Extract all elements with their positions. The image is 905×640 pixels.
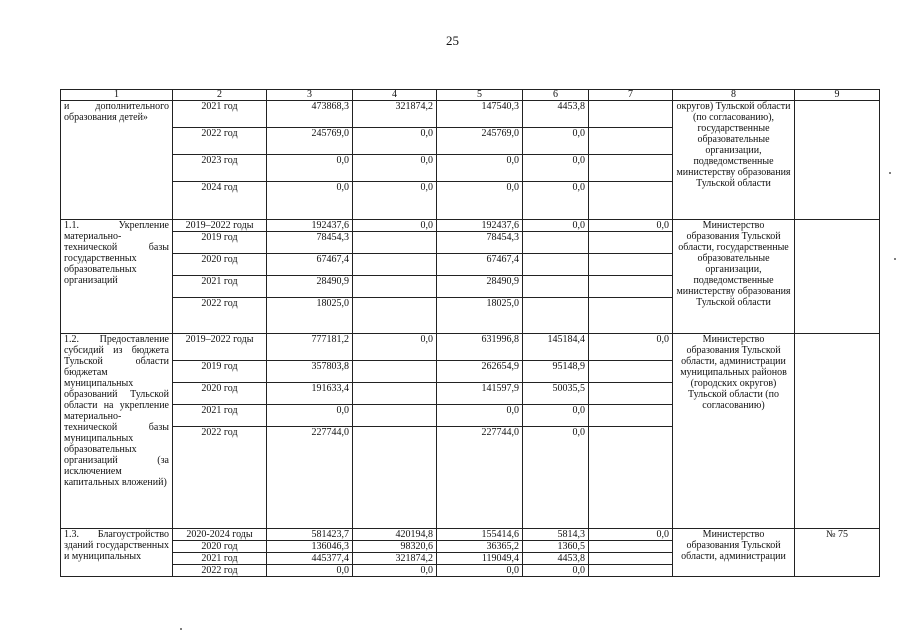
federal-budget-cell: 0,0 — [353, 565, 437, 577]
regional-budget-cell: 0,0 — [437, 155, 523, 182]
regional-budget-cell: 631996,8 — [437, 334, 523, 361]
federal-budget-cell — [353, 427, 437, 529]
municipal-budget-cell: 0,0 — [523, 427, 589, 529]
other-sources-cell — [589, 405, 673, 427]
municipal-budget-cell: 50035,5 — [523, 383, 589, 405]
regional-budget-cell: 0,0 — [437, 182, 523, 220]
regional-budget-cell: 147540,3 — [437, 101, 523, 128]
note-cell — [795, 101, 880, 220]
total-cell: 357803,8 — [267, 361, 353, 383]
scan-speck — [894, 258, 896, 260]
total-cell: 136046,3 — [267, 541, 353, 553]
measure-description: 1.2. Предоставление субсидий из бюджета Тульской области бюджетам муниципальных образований Тульской области на укрепление материально-технической базы муниципальных образовательных организаций (за исключением капитальных вложений) — [61, 334, 173, 529]
total-cell: 78454,3 — [267, 232, 353, 254]
other-sources-cell — [589, 254, 673, 276]
total-cell: 0,0 — [267, 182, 353, 220]
total-cell: 227744,0 — [267, 427, 353, 529]
federal-budget-cell — [353, 232, 437, 254]
other-sources-cell — [589, 427, 673, 529]
other-sources-cell: 0,0 — [589, 220, 673, 232]
regional-budget-cell: 36365,2 — [437, 541, 523, 553]
total-cell: 67467,4 — [267, 254, 353, 276]
period-cell: 2020 год — [173, 383, 267, 405]
municipal-budget-cell — [523, 254, 589, 276]
period-cell: 2019–2022 годы — [173, 220, 267, 232]
regional-budget-cell: 0,0 — [437, 565, 523, 577]
column-header: 5 — [437, 90, 523, 101]
measure-description: 1.3. Благоустройство зданий государственных и муниципальных — [61, 529, 173, 577]
period-cell: 2022 год — [173, 427, 267, 529]
period-cell: 2021 год — [173, 553, 267, 565]
total-cell: 445377,4 — [267, 553, 353, 565]
table-row — [61, 101, 880, 128]
total-cell: 18025,0 — [267, 298, 353, 334]
column-header: 4 — [353, 90, 437, 101]
column-header: 1 — [61, 90, 173, 101]
municipal-budget-cell: 5814,3 — [523, 529, 589, 541]
other-sources-cell — [589, 383, 673, 405]
executor-cell: Министерство образования Тульской области, государственные образовательные организации, подведомственные министерству образования Тульской области — [673, 220, 795, 334]
municipal-budget-cell: 4453,8 — [523, 553, 589, 565]
total-cell: 473868,3 — [267, 101, 353, 128]
regional-budget-cell: 119049,4 — [437, 553, 523, 565]
regional-budget-cell: 262654,9 — [437, 361, 523, 383]
header-row — [61, 90, 880, 101]
municipal-budget-cell: 0,0 — [523, 155, 589, 182]
other-sources-cell: 0,0 — [589, 334, 673, 361]
other-sources-cell — [589, 298, 673, 334]
period-cell: 2020-2024 годы — [173, 529, 267, 541]
note-cell: № 75 — [795, 529, 880, 577]
federal-budget-cell: 420194,8 — [353, 529, 437, 541]
other-sources-cell — [589, 276, 673, 298]
regional-budget-cell: 78454,3 — [437, 232, 523, 254]
municipal-budget-cell: 0,0 — [523, 220, 589, 232]
total-cell: 28490,9 — [267, 276, 353, 298]
other-sources-cell — [589, 541, 673, 553]
scan-speck — [180, 628, 182, 630]
federal-budget-cell — [353, 361, 437, 383]
executor-cell: Министерство образования Тульской области, администрации муниципальных районов (городских округов) Тульской области (по согласованию) — [673, 334, 795, 529]
federal-budget-cell: 321874,2 — [353, 553, 437, 565]
period-cell: 2022 год — [173, 128, 267, 155]
period-cell: 2019 год — [173, 361, 267, 383]
federal-budget-cell: 0,0 — [353, 220, 437, 232]
period-cell: 2020 год — [173, 541, 267, 553]
period-cell: 2024 год — [173, 182, 267, 220]
federal-budget-cell — [353, 276, 437, 298]
municipal-budget-cell: 145184,4 — [523, 334, 589, 361]
other-sources-cell — [589, 128, 673, 155]
federal-budget-cell: 0,0 — [353, 155, 437, 182]
period-cell: 2021 год — [173, 276, 267, 298]
federal-budget-cell: 0,0 — [353, 182, 437, 220]
column-header: 3 — [267, 90, 353, 101]
measure-description: 1.1. Укрепление материально-технической базы государственных образовательных организаций — [61, 220, 173, 334]
table-row — [61, 220, 880, 232]
measure-description: и дополнительного образования детей» — [61, 101, 173, 220]
period-cell: 2021 год — [173, 101, 267, 128]
municipal-budget-cell: 4453,8 — [523, 101, 589, 128]
federal-budget-cell: 321874,2 — [353, 101, 437, 128]
regional-budget-cell: 245769,0 — [437, 128, 523, 155]
note-cell — [795, 220, 880, 334]
federal-budget-cell — [353, 298, 437, 334]
federal-budget-cell: 0,0 — [353, 334, 437, 361]
other-sources-cell — [589, 155, 673, 182]
column-header: 7 — [589, 90, 673, 101]
period-cell: 2019–2022 годы — [173, 334, 267, 361]
total-cell: 0,0 — [267, 565, 353, 577]
column-header: 8 — [673, 90, 795, 101]
page-number: 25 — [446, 33, 459, 48]
other-sources-cell: 0,0 — [589, 529, 673, 541]
regional-budget-cell: 18025,0 — [437, 298, 523, 334]
federal-budget-cell: 98320,6 — [353, 541, 437, 553]
total-cell: 581423,7 — [267, 529, 353, 541]
period-cell: 2023 год — [173, 155, 267, 182]
municipal-budget-cell — [523, 232, 589, 254]
regional-budget-cell: 192437,6 — [437, 220, 523, 232]
total-cell: 245769,0 — [267, 128, 353, 155]
other-sources-cell — [589, 553, 673, 565]
regional-budget-cell: 67467,4 — [437, 254, 523, 276]
note-cell — [795, 334, 880, 529]
municipal-budget-cell — [523, 298, 589, 334]
total-cell: 192437,6 — [267, 220, 353, 232]
period-cell: 2019 год — [173, 232, 267, 254]
executor-cell: Министерство образования Тульской области, администрации — [673, 529, 795, 577]
total-cell: 777181,2 — [267, 334, 353, 361]
regional-budget-cell: 227744,0 — [437, 427, 523, 529]
federal-budget-cell — [353, 383, 437, 405]
federal-budget-cell — [353, 254, 437, 276]
regional-budget-cell: 28490,9 — [437, 276, 523, 298]
other-sources-cell — [589, 182, 673, 220]
total-cell: 0,0 — [267, 405, 353, 427]
municipal-budget-cell: 0,0 — [523, 128, 589, 155]
total-cell: 191633,4 — [267, 383, 353, 405]
regional-budget-cell: 141597,9 — [437, 383, 523, 405]
column-header: 9 — [795, 90, 880, 101]
municipal-budget-cell: 0,0 — [523, 565, 589, 577]
regional-budget-cell: 155414,6 — [437, 529, 523, 541]
period-cell: 2022 год — [173, 298, 267, 334]
federal-budget-cell — [353, 405, 437, 427]
column-header: 6 — [523, 90, 589, 101]
municipal-budget-cell: 0,0 — [523, 405, 589, 427]
regional-budget-cell: 0,0 — [437, 405, 523, 427]
municipal-budget-cell: 1360,5 — [523, 541, 589, 553]
other-sources-cell — [589, 361, 673, 383]
other-sources-cell — [589, 565, 673, 577]
other-sources-cell — [589, 232, 673, 254]
municipal-budget-cell — [523, 276, 589, 298]
scan-speck — [889, 172, 891, 174]
period-cell: 2020 год — [173, 254, 267, 276]
total-cell: 0,0 — [267, 155, 353, 182]
budget-table — [60, 89, 880, 577]
period-cell: 2022 год — [173, 565, 267, 577]
executor-cell: округов) Тульской области (по согласованию), государственные образовательные организации, подведомственные министерству образования Тульской области — [673, 101, 795, 220]
municipal-budget-cell: 0,0 — [523, 182, 589, 220]
table-row — [61, 334, 880, 361]
federal-budget-cell: 0,0 — [353, 128, 437, 155]
other-sources-cell — [589, 101, 673, 128]
column-header: 2 — [173, 90, 267, 101]
municipal-budget-cell: 95148,9 — [523, 361, 589, 383]
table-body — [61, 90, 880, 577]
period-cell: 2021 год — [173, 405, 267, 427]
table-row — [61, 529, 880, 541]
